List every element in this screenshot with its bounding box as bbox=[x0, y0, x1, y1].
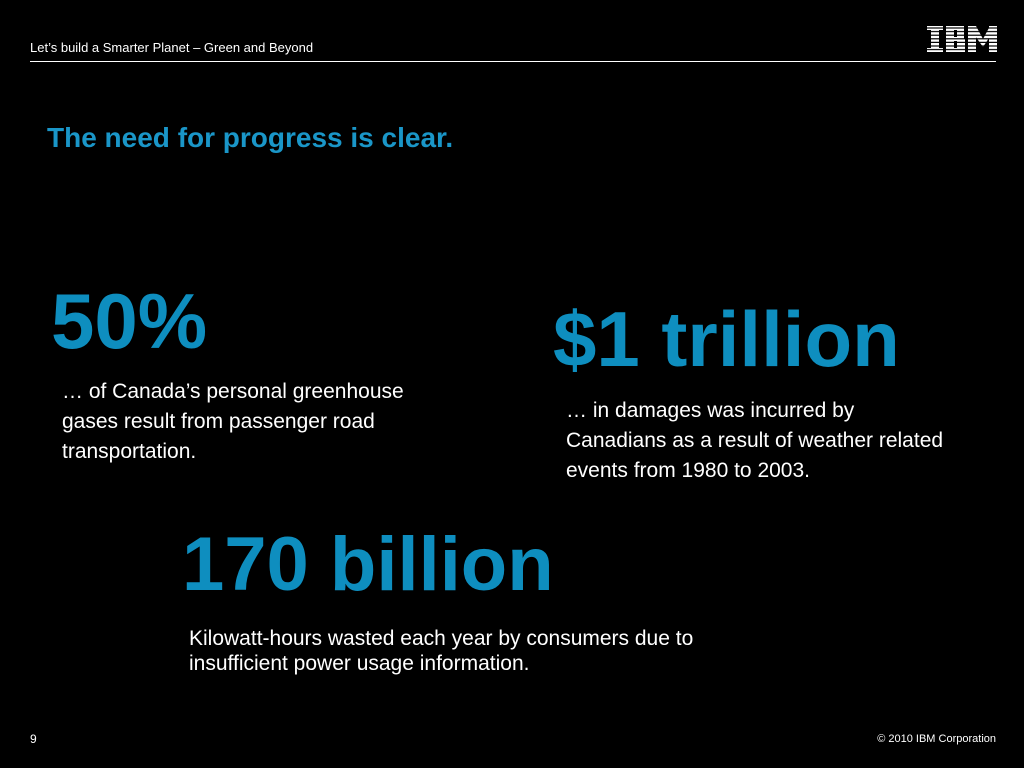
stat-value-trillion: $1 trillion bbox=[553, 295, 900, 383]
copyright-notice: © 2010 IBM Corporation bbox=[877, 733, 996, 745]
stat-value-billion: 170 billion bbox=[182, 522, 554, 607]
ibm-logo bbox=[927, 25, 997, 54]
page-number: 9 bbox=[30, 732, 37, 746]
stat-caption-trillion: … in damages was incurred by Canadians as a result of weather related events from 1980 to 2003. bbox=[566, 399, 944, 482]
stat-value-percent: 50% bbox=[51, 277, 208, 365]
stat-caption-percent: … of Canada’s personal greenhouse gases result from passenger road transportation. bbox=[62, 380, 404, 463]
header-title: Let’s build a Smarter Planet – Green and Beyond bbox=[30, 40, 314, 55]
stat-caption-billion: Kilowatt-hours wasted each year by consumers due to insufficient power usage information. bbox=[189, 627, 694, 675]
slide-title: The need for progress is clear. bbox=[47, 122, 454, 153]
header-divider bbox=[30, 61, 996, 62]
